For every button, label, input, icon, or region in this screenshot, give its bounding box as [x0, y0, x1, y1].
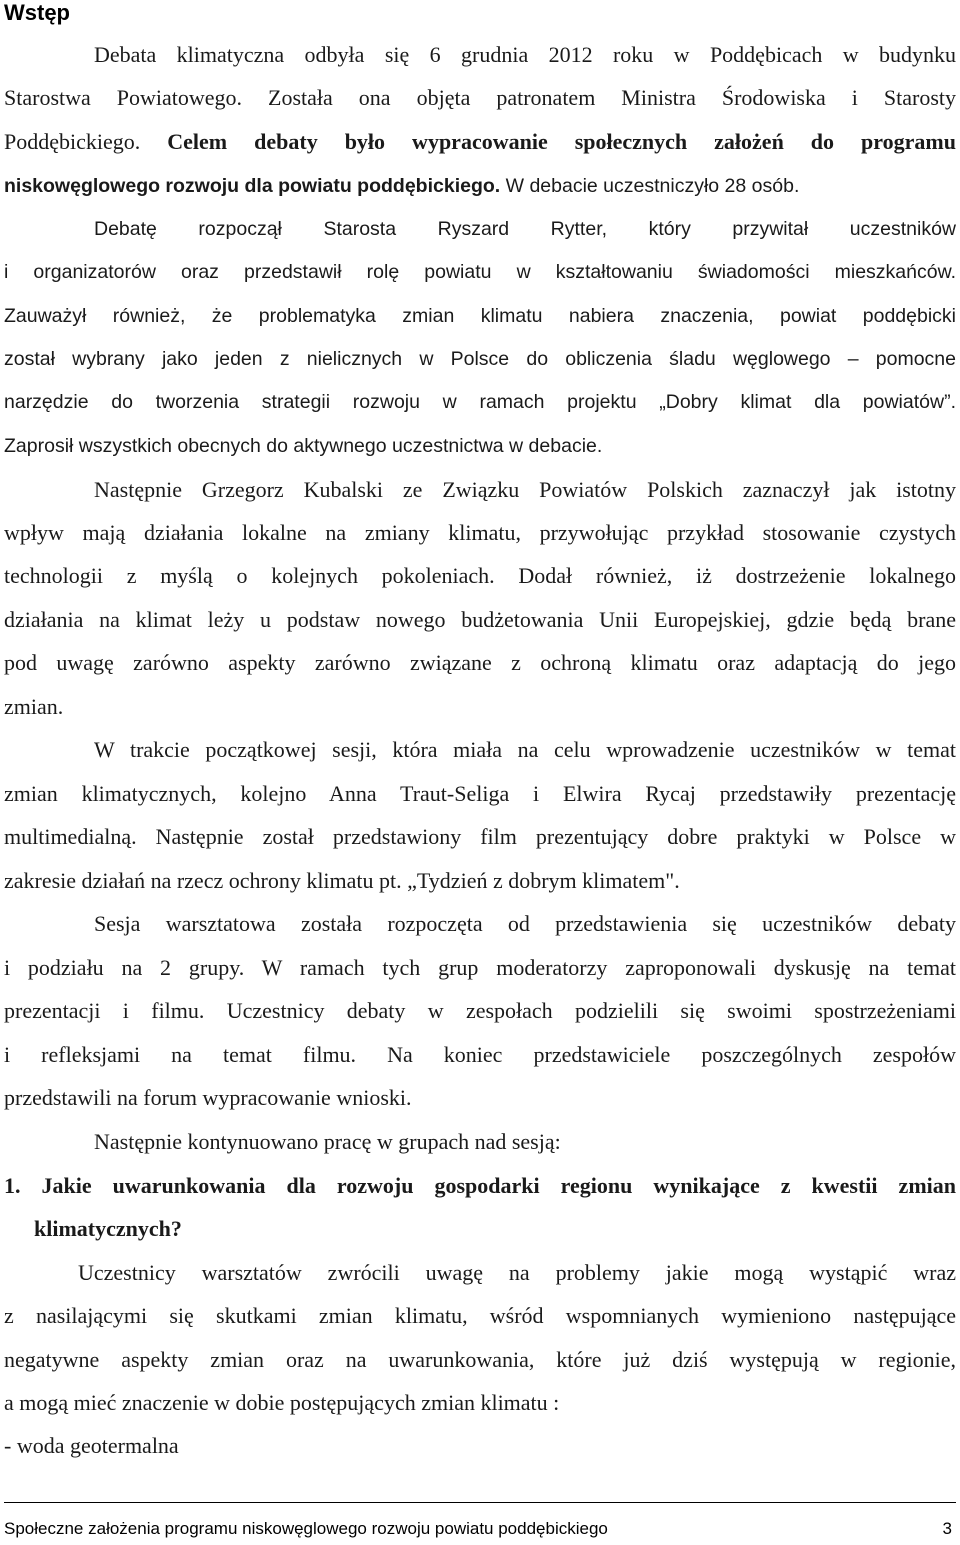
- footer-divider: [4, 1502, 956, 1503]
- paragraph-line: Sesja warsztatowa została rozpoczęta od przedstawienia się uczestników debaty: [94, 911, 956, 936]
- question-heading: klimatycznych?: [34, 1216, 182, 1241]
- paragraph-line: narzędzie do tworzenia strategii rozwoju w ramach projektu „Dobry klimat dla powiatów”.: [4, 391, 956, 413]
- paragraph-line: Zaprosił wszystkich obecnych do aktywnego uczestnictwa w debacie.: [4, 435, 603, 457]
- paragraph-line: przedstawili na forum wypracowanie wnioski.: [4, 1085, 412, 1110]
- paragraph-line: zmian klimatycznych, kolejno Anna Traut-Seliga i Elwira Rycaj przedstawiły prezentację: [4, 781, 956, 806]
- paragraph-line: Debatę rozpoczął Starosta Ryszard Rytter, który przywitał uczestników: [94, 218, 956, 240]
- bold-text-span: niskowęglowego rozwoju dla powiatu poddębickiego.: [4, 175, 501, 197]
- paragraph-line: i organizatorów oraz przedstawił rolę powiatu w kształtowaniu świadomości mieszkańców.: [4, 261, 956, 283]
- paragraph-line: a mogą mieć znaczenie w dobie postępujących zmian klimatu :: [4, 1390, 560, 1415]
- footer-title: Społeczne założenia programu niskowęglowego rozwoju powiatu poddębickiego: [4, 1519, 608, 1538]
- question-heading: 1. Jakie uwarunkowania dla rozwoju gospodarki regionu wynikające z kwestii zmian: [4, 1173, 956, 1198]
- page-number: 3: [942, 1519, 952, 1538]
- paragraph-line: zmian.: [4, 694, 64, 719]
- list-item: - woda geotermalna: [4, 1433, 179, 1458]
- paragraph-line: multimedialną. Następnie został przedstawiony film prezentujący dobre praktyki w Polsce w: [4, 824, 956, 849]
- paragraph-line: Starostwa Powiatowego. Została ona objęta patronatem Ministra Środowiska i Starosty: [4, 85, 956, 110]
- paragraph-line: z nasilającymi się skutkami zmian klimatu, wśród wspomnianych wymieniono następujące: [4, 1303, 956, 1328]
- paragraph-line: Zauważył również, że problematyka zmian klimatu nabiera znaczenia, powiat poddębicki: [4, 305, 956, 327]
- paragraph-line: pod uwagę zarówno aspekty zarówno związane z ochroną klimatu oraz adaptacją do jego: [4, 650, 956, 675]
- paragraph-line: negatywne aspekty zmian oraz na uwarunkowania, które już dziś występują w regionie,: [4, 1347, 956, 1372]
- paragraph-line: Następnie Grzegorz Kubalski ze Związku Powiatów Polskich zaznaczył jak istotny: [94, 477, 956, 502]
- paragraph-line: Następnie kontynuowano pracę w grupach nad sesją:: [94, 1129, 561, 1154]
- paragraph-line: prezentacji i filmu. Uczestnicy debaty w zespołach podzielili się swoimi spostrzeżeniami: [4, 998, 956, 1023]
- text-span: Poddębickiego.: [4, 129, 168, 154]
- paragraph-line: i refleksjami na temat filmu. Na koniec przedstawiciele poszczególnych zespołów: [4, 1042, 956, 1067]
- paragraph-line: i podziału na 2 grupy. W ramach tych grup moderatorzy zaproponowali dyskusję na temat: [4, 955, 956, 980]
- paragraph-line: Uczestnicy warsztatów zwrócili uwagę na problemy jakie mogą wystąpić wraz: [78, 1260, 956, 1285]
- paragraph-line: Debata klimatyczna odbyła się 6 grudnia 2012 roku w Poddębicach w budynku: [94, 42, 956, 67]
- paragraph-line: W trakcie początkowej sesji, która miała na celu wprowadzenie uczestników w temat: [94, 737, 956, 762]
- section-heading: Wstęp: [4, 0, 70, 25]
- paragraph-line: został wybrany jako jeden z nielicznych w Polsce do obliczenia śladu węglowego – pomocne: [4, 348, 956, 370]
- paragraph-line: [4, 127, 956, 157]
- paragraph-line: [4, 170, 956, 200]
- paragraph-line: działania na klimat leży u podstaw nowego budżetowania Unii Europejskiej, gdzie będą brane: [4, 607, 956, 632]
- paragraph-line: technologii z myślą o kolejnych pokoleniach. Dodał również, iż dostrzeżenie lokalnego: [4, 563, 956, 588]
- paragraph-line: zakresie działań na rzecz ochrony klimatu pt. „Tydzień z dobrym klimatem".: [4, 868, 680, 893]
- bold-text-span: Celem debaty było wypracowanie społecznych założeń do programu: [167, 129, 956, 154]
- paragraph-line: wpływ mają działania lokalne na zmiany klimatu, przywołując przykład stosowanie czystych: [4, 520, 956, 545]
- text-span: W debacie uczestniczyło 28 osób.: [500, 175, 800, 197]
